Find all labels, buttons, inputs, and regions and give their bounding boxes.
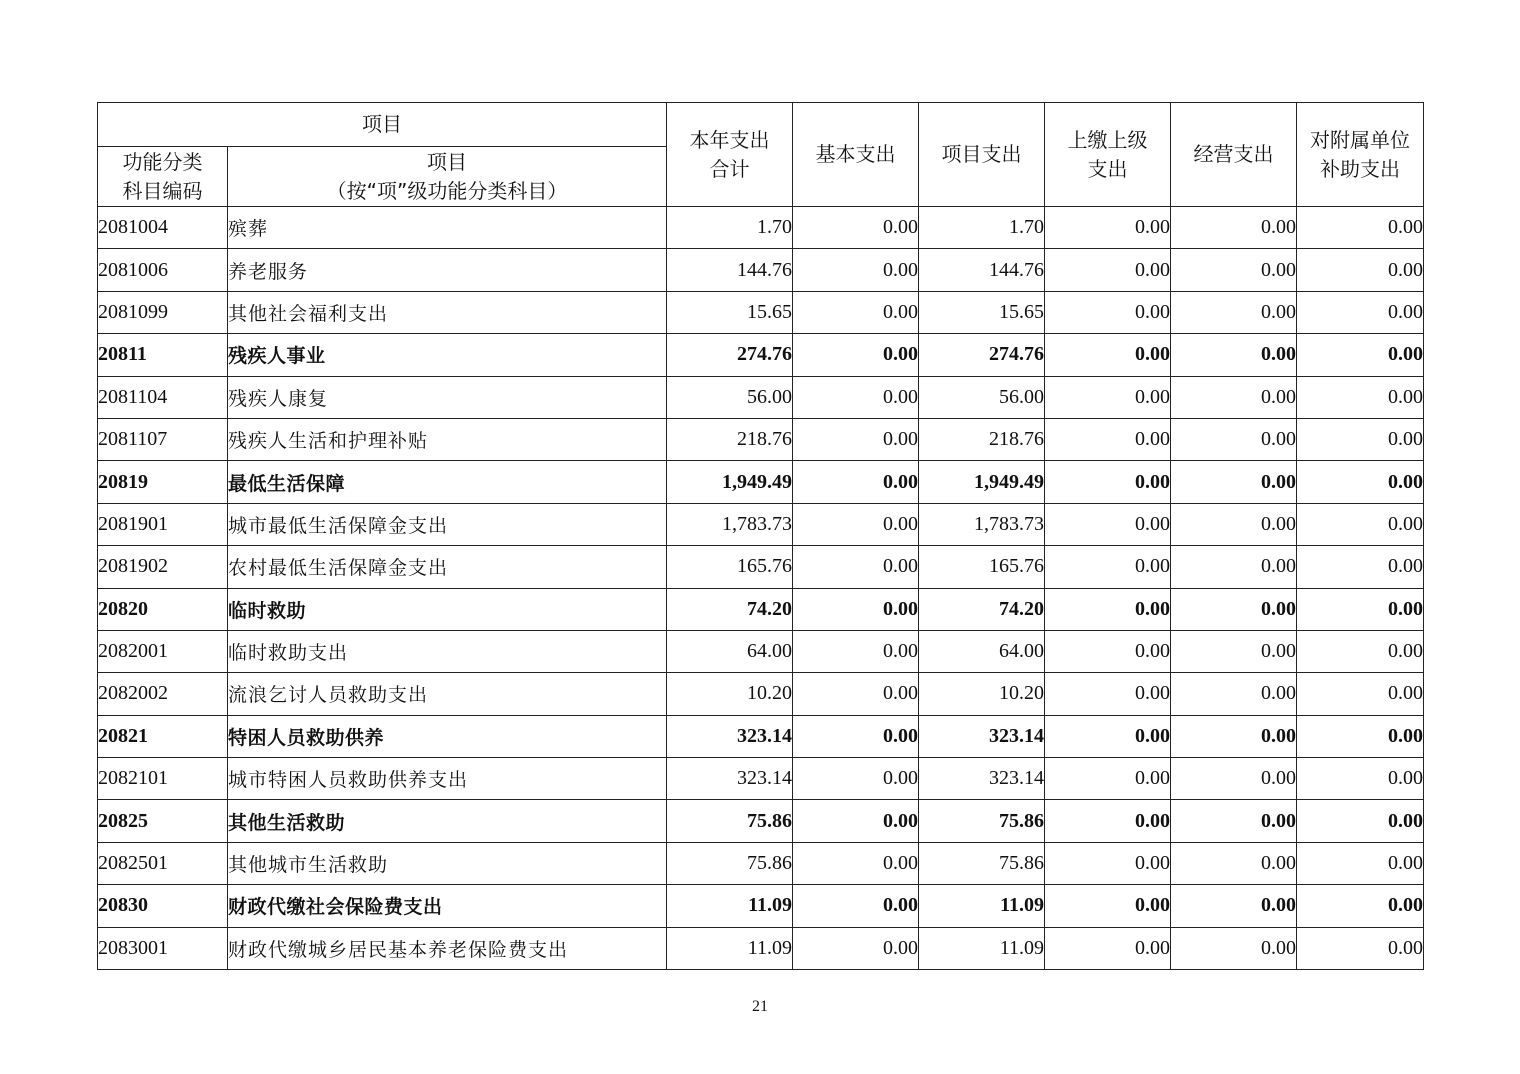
cell-upper: 0.00 xyxy=(1045,673,1171,715)
cell-total: 74.20 xyxy=(667,588,793,630)
cell-operating: 0.00 xyxy=(1171,418,1297,460)
cell-basic: 0.00 xyxy=(793,546,919,588)
table-row xyxy=(98,249,1424,291)
cell-subsidy: 0.00 xyxy=(1297,715,1424,757)
cell-code: 20825 xyxy=(98,800,228,842)
cell-item-name: 殡葬 xyxy=(228,207,667,249)
cell-upper: 0.00 xyxy=(1045,503,1171,545)
table-row xyxy=(98,334,1424,376)
cell-subsidy: 0.00 xyxy=(1297,885,1424,927)
cell-subsidy: 0.00 xyxy=(1297,588,1424,630)
cell-item-name: 残疾人康复 xyxy=(228,376,667,418)
header-code-line2: 科目编码 xyxy=(122,178,203,203)
cell-item-name: 残疾人生活和护理补贴 xyxy=(228,418,667,460)
header-item-line2: （按“项”级功能分类科目） xyxy=(326,178,568,203)
cell-code: 2082501 xyxy=(98,842,228,884)
header-code xyxy=(98,147,228,207)
cell-project: 218.76 xyxy=(919,418,1045,460)
cell-project: 11.09 xyxy=(919,927,1045,969)
cell-project: 11.09 xyxy=(919,885,1045,927)
cell-upper: 0.00 xyxy=(1045,334,1171,376)
table-row xyxy=(98,291,1424,333)
cell-total: 323.14 xyxy=(667,715,793,757)
cell-upper: 0.00 xyxy=(1045,885,1171,927)
cell-upper: 0.00 xyxy=(1045,249,1171,291)
cell-subsidy: 0.00 xyxy=(1297,673,1424,715)
table-row xyxy=(98,673,1424,715)
header-item xyxy=(228,147,667,207)
cell-item-name: 流浪乞讨人员救助支出 xyxy=(228,673,667,715)
cell-operating: 0.00 xyxy=(1171,503,1297,545)
table-row xyxy=(98,758,1424,800)
cell-basic: 0.00 xyxy=(793,715,919,757)
cell-code: 2082002 xyxy=(98,673,228,715)
cell-subsidy: 0.00 xyxy=(1297,503,1424,545)
cell-basic: 0.00 xyxy=(793,673,919,715)
cell-operating: 0.00 xyxy=(1171,249,1297,291)
cell-project: 323.14 xyxy=(919,715,1045,757)
header-subsidy xyxy=(1297,103,1424,207)
cell-project: 15.65 xyxy=(919,291,1045,333)
cell-operating: 0.00 xyxy=(1171,673,1297,715)
header-item-line1: 项目 xyxy=(427,149,467,174)
header-project-line1: 项目支出 xyxy=(941,142,1022,166)
cell-subsidy: 0.00 xyxy=(1297,461,1424,503)
cell-subsidy: 0.00 xyxy=(1297,758,1424,800)
cell-total: 1,949.49 xyxy=(667,461,793,503)
header-upper xyxy=(1045,103,1171,207)
cell-project: 165.76 xyxy=(919,546,1045,588)
cell-basic: 0.00 xyxy=(793,418,919,460)
cell-total: 144.76 xyxy=(667,249,793,291)
header-operating-line1: 经营支出 xyxy=(1193,142,1274,166)
table-row xyxy=(98,376,1424,418)
cell-item-name: 财政代缴城乡居民基本养老保险费支出 xyxy=(228,927,667,969)
table-row xyxy=(98,588,1424,630)
header-code-line1: 功能分类 xyxy=(122,149,203,174)
cell-code: 20811 xyxy=(98,334,228,376)
page-number: 21 xyxy=(752,998,768,1015)
cell-total: 64.00 xyxy=(667,630,793,672)
cell-item-name: 最低生活保障 xyxy=(228,461,667,503)
cell-upper: 0.00 xyxy=(1045,588,1171,630)
table-row xyxy=(98,800,1424,842)
cell-item-name: 临时救助支出 xyxy=(228,630,667,672)
cell-basic: 0.00 xyxy=(793,927,919,969)
cell-code: 2081901 xyxy=(98,503,228,545)
table-row xyxy=(98,546,1424,588)
table-row xyxy=(98,461,1424,503)
cell-operating: 0.00 xyxy=(1171,588,1297,630)
cell-upper: 0.00 xyxy=(1045,927,1171,969)
cell-operating: 0.00 xyxy=(1171,927,1297,969)
header-basic xyxy=(793,103,919,207)
cell-upper: 0.00 xyxy=(1045,715,1171,757)
cell-project: 64.00 xyxy=(919,630,1045,672)
cell-operating: 0.00 xyxy=(1171,376,1297,418)
cell-basic: 0.00 xyxy=(793,249,919,291)
header-upper-line2: 支出 xyxy=(1087,156,1128,181)
header-subsidy-line1: 对附属单位 xyxy=(1310,127,1410,152)
cell-operating: 0.00 xyxy=(1171,715,1297,757)
cell-item-name: 其他社会福利支出 xyxy=(228,291,667,333)
cell-basic: 0.00 xyxy=(793,630,919,672)
cell-code: 2081004 xyxy=(98,207,228,249)
cell-upper: 0.00 xyxy=(1045,800,1171,842)
cell-item-name: 残疾人事业 xyxy=(228,334,667,376)
cell-total: 1.70 xyxy=(667,207,793,249)
cell-basic: 0.00 xyxy=(793,885,919,927)
cell-item-name: 城市最低生活保障金支出 xyxy=(228,503,667,545)
cell-operating: 0.00 xyxy=(1171,885,1297,927)
cell-project: 274.76 xyxy=(919,334,1045,376)
cell-project: 56.00 xyxy=(919,376,1045,418)
cell-upper: 0.00 xyxy=(1045,546,1171,588)
cell-operating: 0.00 xyxy=(1171,291,1297,333)
cell-basic: 0.00 xyxy=(793,334,919,376)
cell-upper: 0.00 xyxy=(1045,207,1171,249)
cell-total: 11.09 xyxy=(667,927,793,969)
cell-operating: 0.00 xyxy=(1171,334,1297,376)
cell-upper: 0.00 xyxy=(1045,630,1171,672)
cell-code: 2081006 xyxy=(98,249,228,291)
cell-code: 20820 xyxy=(98,588,228,630)
cell-total: 165.76 xyxy=(667,546,793,588)
cell-subsidy: 0.00 xyxy=(1297,927,1424,969)
cell-basic: 0.00 xyxy=(793,588,919,630)
cell-code: 2081099 xyxy=(98,291,228,333)
cell-item-name: 财政代缴社会保险费支出 xyxy=(228,885,667,927)
cell-code: 2081104 xyxy=(98,376,228,418)
cell-project: 74.20 xyxy=(919,588,1045,630)
cell-subsidy: 0.00 xyxy=(1297,249,1424,291)
cell-operating: 0.00 xyxy=(1171,800,1297,842)
cell-operating: 0.00 xyxy=(1171,461,1297,503)
cell-code: 20830 xyxy=(98,885,228,927)
cell-total: 10.20 xyxy=(667,673,793,715)
cell-code: 20819 xyxy=(98,461,228,503)
cell-upper: 0.00 xyxy=(1045,842,1171,884)
table-body xyxy=(98,207,1424,970)
cell-basic: 0.00 xyxy=(793,291,919,333)
cell-total: 323.14 xyxy=(667,758,793,800)
cell-total: 11.09 xyxy=(667,885,793,927)
cell-upper: 0.00 xyxy=(1045,418,1171,460)
cell-project: 10.20 xyxy=(919,673,1045,715)
header-total-line1: 本年支出 xyxy=(689,127,770,152)
table-row xyxy=(98,715,1424,757)
cell-operating: 0.00 xyxy=(1171,758,1297,800)
cell-item-name: 其他城市生活救助 xyxy=(228,842,667,884)
cell-item-name: 农村最低生活保障金支出 xyxy=(228,546,667,588)
header-operating xyxy=(1171,103,1297,207)
cell-item-name: 特困人员救助供养 xyxy=(228,715,667,757)
cell-code: 2081902 xyxy=(98,546,228,588)
table-row xyxy=(98,630,1424,672)
cell-total: 75.86 xyxy=(667,842,793,884)
cell-code: 2082101 xyxy=(98,758,228,800)
cell-basic: 0.00 xyxy=(793,842,919,884)
cell-subsidy: 0.00 xyxy=(1297,546,1424,588)
cell-basic: 0.00 xyxy=(793,758,919,800)
cell-project: 323.14 xyxy=(919,758,1045,800)
cell-project: 144.76 xyxy=(919,249,1045,291)
cell-total: 1,783.73 xyxy=(667,503,793,545)
cell-item-name: 城市特困人员救助供养支出 xyxy=(228,758,667,800)
cell-upper: 0.00 xyxy=(1045,376,1171,418)
cell-operating: 0.00 xyxy=(1171,546,1297,588)
cell-upper: 0.00 xyxy=(1045,758,1171,800)
cell-item-name: 养老服务 xyxy=(228,249,667,291)
cell-project: 1.70 xyxy=(919,207,1045,249)
header-project xyxy=(919,103,1045,207)
cell-subsidy: 0.00 xyxy=(1297,376,1424,418)
cell-total: 75.86 xyxy=(667,800,793,842)
cell-basic: 0.00 xyxy=(793,376,919,418)
table-row xyxy=(98,503,1424,545)
cell-upper: 0.00 xyxy=(1045,291,1171,333)
cell-total: 15.65 xyxy=(667,291,793,333)
cell-item-name: 其他生活救助 xyxy=(228,800,667,842)
cell-project: 75.86 xyxy=(919,800,1045,842)
table-row xyxy=(98,885,1424,927)
cell-subsidy: 0.00 xyxy=(1297,800,1424,842)
cell-subsidy: 0.00 xyxy=(1297,842,1424,884)
cell-operating: 0.00 xyxy=(1171,842,1297,884)
header-item-group: 项目 xyxy=(98,103,667,147)
cell-upper: 0.00 xyxy=(1045,461,1171,503)
cell-project: 1,949.49 xyxy=(919,461,1045,503)
table-row xyxy=(98,927,1424,969)
cell-project: 1,783.73 xyxy=(919,503,1045,545)
cell-code: 2081107 xyxy=(98,418,228,460)
expenditure-table xyxy=(97,102,1424,970)
cell-basic: 0.00 xyxy=(793,503,919,545)
header-total-line2: 合计 xyxy=(709,156,750,181)
header-subsidy-line2: 补助支出 xyxy=(1320,156,1400,181)
cell-basic: 0.00 xyxy=(793,461,919,503)
cell-code: 2082001 xyxy=(98,630,228,672)
cell-total: 274.76 xyxy=(667,334,793,376)
table-row xyxy=(98,418,1424,460)
cell-total: 56.00 xyxy=(667,376,793,418)
header-upper-line1: 上缴上级 xyxy=(1067,127,1148,152)
cell-project: 75.86 xyxy=(919,842,1045,884)
cell-operating: 0.00 xyxy=(1171,207,1297,249)
cell-total: 218.76 xyxy=(667,418,793,460)
cell-subsidy: 0.00 xyxy=(1297,291,1424,333)
cell-subsidy: 0.00 xyxy=(1297,334,1424,376)
header-basic-line1: 基本支出 xyxy=(815,142,896,166)
cell-subsidy: 0.00 xyxy=(1297,207,1424,249)
table-row xyxy=(98,207,1424,249)
cell-basic: 0.00 xyxy=(793,207,919,249)
cell-basic: 0.00 xyxy=(793,800,919,842)
cell-code: 2083001 xyxy=(98,927,228,969)
header-total xyxy=(667,103,793,207)
cell-subsidy: 0.00 xyxy=(1297,418,1424,460)
table-row xyxy=(98,842,1424,884)
cell-subsidy: 0.00 xyxy=(1297,630,1424,672)
cell-operating: 0.00 xyxy=(1171,630,1297,672)
cell-item-name: 临时救助 xyxy=(228,588,667,630)
cell-code: 20821 xyxy=(98,715,228,757)
